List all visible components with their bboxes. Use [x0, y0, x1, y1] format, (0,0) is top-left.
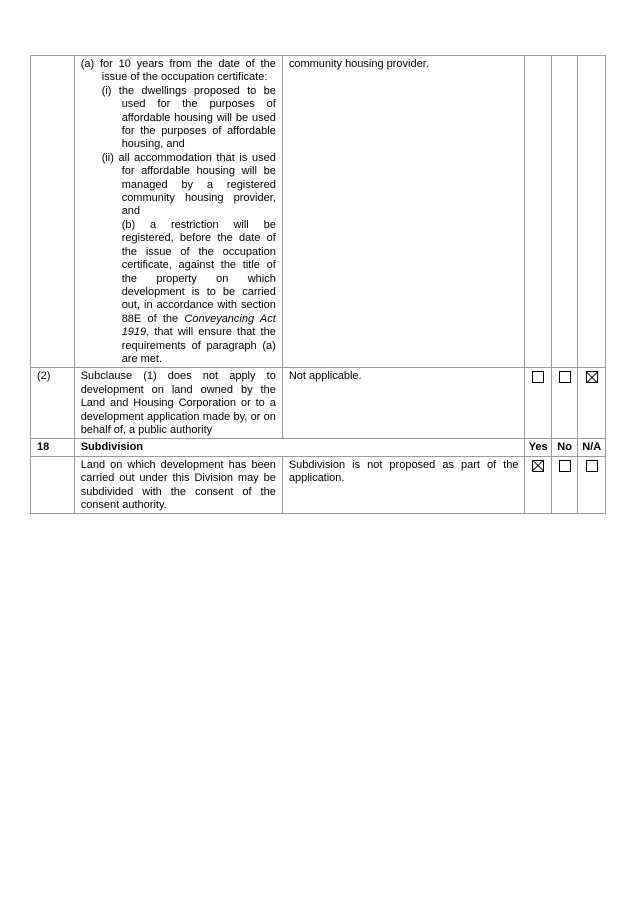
- section-title: Subdivision: [74, 439, 525, 456]
- yes-cell: [525, 456, 551, 514]
- paragraph-a: (a) for 10 years from the date of the issue of the occupation certificate:: [80, 58, 276, 84]
- compliance-table: [30, 55, 606, 514]
- clause-text: Land on which development has been carried out under this Division may be subdivided with the consent of the consent authority.: [74, 456, 282, 514]
- na-checkbox[interactable]: [586, 460, 598, 472]
- act-title: Conveyancing Act 1919: [121, 312, 276, 339]
- clause-number: [31, 56, 75, 368]
- yes-cell: [525, 56, 551, 368]
- na-checkbox[interactable]: [586, 371, 598, 383]
- no-column-header: No: [551, 439, 577, 456]
- yes-cell: [525, 368, 551, 439]
- yes-column-header: Yes: [525, 439, 551, 456]
- table-row-subdivision: [31, 456, 606, 514]
- no-checkbox[interactable]: [559, 460, 571, 472]
- na-cell: [578, 456, 606, 514]
- na-column-header: N/A: [578, 439, 606, 456]
- no-checkbox[interactable]: [559, 371, 571, 383]
- table-row-affordable-housing: [31, 56, 606, 368]
- yes-checkbox[interactable]: [532, 460, 544, 472]
- clause-number: (2): [31, 368, 75, 439]
- paragraph-b: (b) a restriction will be registered, before the date of the issue of the occupation certificate, against the title of the property on which development is to be carried out, in accordance with section 88E of the Conveyancing Act 1919, that will ensure that the requirements of paragraph (a) are met.: [121, 218, 276, 365]
- na-cell: [578, 368, 606, 439]
- subparagraph-ii: (ii) all accommodation that is used for affordable housing will be managed by a registered community housing provider, and: [101, 151, 276, 218]
- section-number: 18: [31, 439, 75, 456]
- clause-comment: Subdivision is not proposed as part of the application.: [282, 456, 525, 514]
- clause-text: Subclause (1) does not apply to development on land owned by the Land and Housing Corporation or to a development application made by, or on behalf of, a public authority: [74, 368, 282, 439]
- no-cell: [551, 456, 577, 514]
- no-cell: [551, 56, 577, 368]
- clause-comment: community housing provider.: [282, 56, 525, 368]
- clause-number: [31, 456, 75, 514]
- na-cell: [578, 56, 606, 368]
- yes-checkbox[interactable]: [532, 371, 544, 383]
- subparagraph-i: (i) the dwellings proposed to be used for the purposes of affordable housing will be used for the purposes of affordable housing, and: [101, 84, 276, 151]
- clause-text: [74, 56, 282, 368]
- no-cell: [551, 368, 577, 439]
- clause-comment: Not applicable.: [282, 368, 525, 439]
- table-row-subclause-2: [31, 368, 606, 439]
- table-row-section-header: [31, 439, 606, 456]
